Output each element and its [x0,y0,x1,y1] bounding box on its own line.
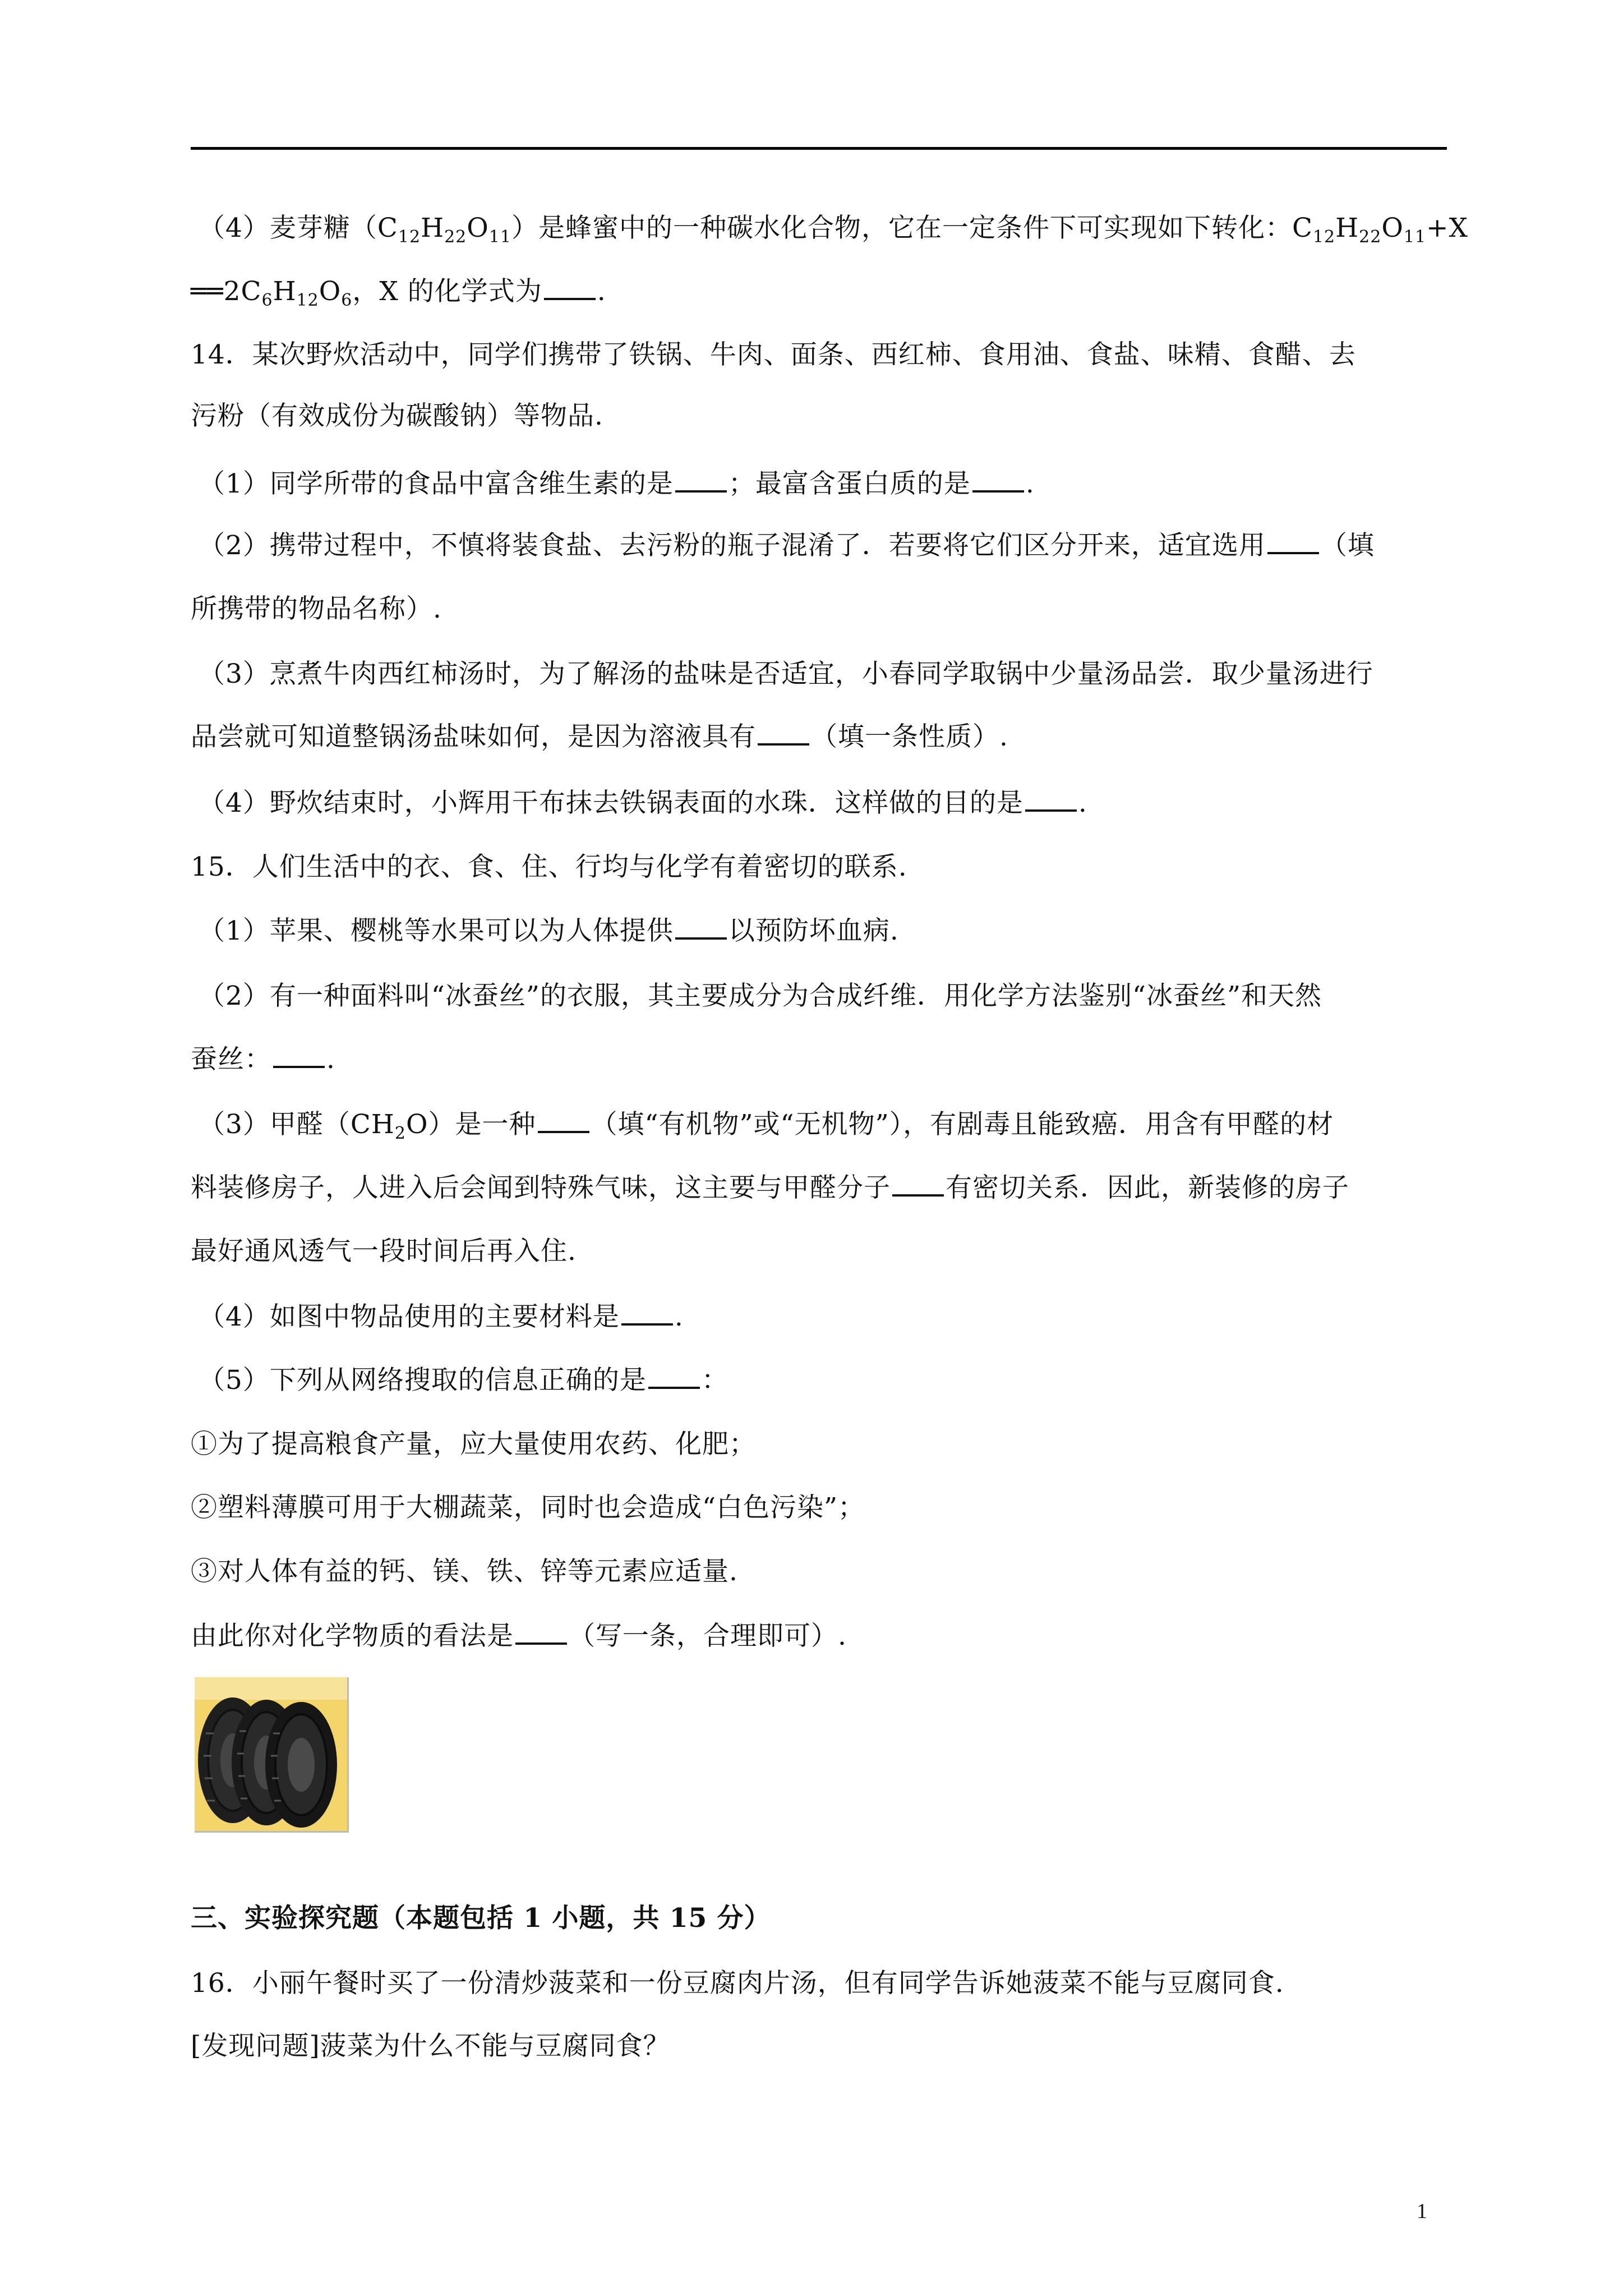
answer-blank[interactable] [544,275,596,300]
q14-part2-line1: （2）携带过程中，不慎将装食盐、去污粉的瓶子混淆了．若要将它们区分开来，适宜选用 （填 [199,530,1375,561]
q15-part4: （4）如图中物品使用的主要材料是 . [199,1301,684,1332]
q15-conclusion: 由此你对化学物质的看法是 （写一条，合理即可）. [191,1621,847,1651]
q15-part1: （1）苹果、樱桃等水果可以为人体提供 以预防坏血病. [199,915,899,946]
tires-image [195,1677,349,1833]
q15-part2-line1: （2）有一种面料叫“冰蚕丝”的衣服，其主要成分为合成纤维．用化学方法鉴别“冰蚕丝”和天然 [199,981,1322,1011]
page-number: 1 [1417,2200,1427,2223]
q15-part3-line1: （3）甲醛$(CH_2O)$是一种 （填“有机物”或“无机物”），有剧毒且能致癌．用含有甲醛的材 [199,1109,1334,1143]
answer-blank[interactable] [1267,530,1319,554]
answer-blank[interactable] [538,1108,589,1133]
q15-stem: 15．人们生活中的衣、食、住、行均与化学有着密切的联系. [191,852,907,882]
q13-part4-line2: $══2C_6H_{12}O_6$，X 的化学式为 . [191,276,606,310]
q14-part4: （4）野炊结束时，小辉用干布抹去铁锅表面的水珠．这样做的目的是 . [199,788,1087,818]
q14-part3-line1: （3）烹煮牛肉西红柿汤时，为了解汤的盐味是否适宜，小春同学取锅中少量汤品尝．取少量汤进行 [199,659,1373,689]
q15-option-3: ③对人体有益的钙、镁、铁、锌等元素应适量. [191,1556,738,1587]
q16-discover-problem: [发现问题]菠菜为什么不能与豆腐同食？ [191,2031,670,2062]
answer-blank[interactable] [1025,787,1077,812]
section-3-title: 三、实验探究题（本题包括 1 小题，共 15 分） [191,1903,771,1934]
q14-part1: （1）同学所带的食品中富含维生素的是 ；最富含蛋白质的是 . [199,468,1035,499]
q15-option-2: ②塑料薄膜可用于大棚蔬菜，同时也会造成“白色污染”； [191,1492,865,1523]
q15-part2-line2: 蚕丝： . [191,1044,335,1075]
answer-blank[interactable] [515,1620,567,1645]
answer-blank[interactable] [621,1301,673,1326]
q14-stem-line2: 污粉（有效成份为碳酸钠）等物品. [191,401,603,431]
q15-part5: （5）下列从网络搜取的信息正确的是 ： [199,1365,728,1396]
q16-stem: 16．小丽午餐时买了一份清炒菠菜和一份豆腐肉片汤，但有同学告诉她菠菜不能与豆腐同食. [191,1968,1284,1999]
q14-part3-line2: 品尝就可知道整锅汤盐味如何，是因为溶液具有 （填一条性质）. [191,721,1008,752]
answer-blank[interactable] [675,468,727,493]
q15-option-1: ①为了提高粮食产量，应大量使用农药、化肥； [191,1429,756,1460]
answer-blank[interactable] [758,721,809,746]
q13-part4-line1: （4）麦芽糖$(C_{12}H_{22}O_{11})$是蜂蜜中的一种碳水化合物，它在一定条件下可实现如下转化：$C_{12}H_{22}O_{11}+X$ [199,213,1468,247]
answer-blank[interactable] [273,1043,325,1068]
answer-blank[interactable] [675,915,727,940]
header-rule [191,147,1447,150]
q14-part2-line2: 所携带的物品名称）. [191,593,442,624]
q15-part3-line2: 料装修房子，人进入后会闻到特殊气味，这主要与甲醛分子 有密切关系．因此，新装修的房子 [191,1172,1349,1203]
q15-part3-line3: 最好通风透气一段时间后再入住. [191,1236,577,1267]
answer-blank[interactable] [972,468,1024,493]
answer-blank[interactable] [892,1172,944,1197]
answer-blank[interactable] [648,1364,700,1389]
q14-stem-line1: 14．某次野炊活动中，同学们携带了铁锅、牛肉、面条、西红柿、食用油、食盐、味精、食醋、去 [191,339,1356,370]
tires-icon [195,1677,347,1831]
